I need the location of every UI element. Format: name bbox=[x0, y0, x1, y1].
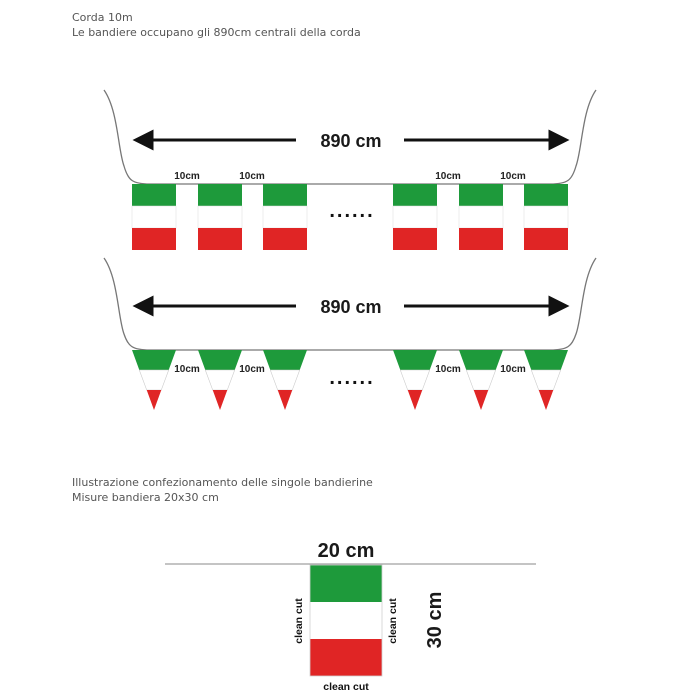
gap-label: 10cm bbox=[435, 364, 461, 375]
ellipsis-rectangular: ...... bbox=[329, 200, 375, 222]
clean-cut-bottom: clean cut bbox=[323, 681, 369, 693]
rectangular-flag bbox=[132, 184, 176, 250]
gap-label: 10cm bbox=[500, 364, 526, 375]
packaging-note-size: Misure bandiera 20x30 cm bbox=[72, 491, 219, 504]
gap-label: 10cm bbox=[500, 171, 526, 182]
rectangular-flag bbox=[524, 184, 568, 250]
triangular-flag-row bbox=[104, 258, 596, 410]
pennant-flag bbox=[263, 350, 307, 410]
span-label-triangular: 890 cm bbox=[320, 297, 382, 317]
gap-label: 10cm bbox=[435, 171, 461, 182]
flag-width-label: 20 cm bbox=[317, 540, 375, 562]
clean-cut-right: clean cut bbox=[387, 598, 399, 644]
pennant-flag bbox=[198, 350, 242, 410]
pennant-flag bbox=[132, 350, 176, 410]
pennant-flag bbox=[524, 350, 568, 410]
single-flag-illustration bbox=[165, 540, 536, 693]
rectangular-flag bbox=[263, 184, 307, 250]
gap-label: 10cm bbox=[174, 364, 200, 375]
packaging-note-title: Illustrazione confezionamento delle singole bandierine bbox=[72, 476, 373, 489]
gap-label: 10cm bbox=[174, 171, 200, 182]
gap-label: 10cm bbox=[239, 171, 265, 182]
rectangular-flag-row bbox=[104, 90, 596, 250]
pennant-flag bbox=[393, 350, 437, 410]
flag-height-label: 30 cm bbox=[424, 591, 446, 649]
clean-cut-left: clean cut bbox=[293, 598, 305, 644]
pennant-flag bbox=[459, 350, 503, 410]
span-label-rectangular: 890 cm bbox=[320, 131, 382, 151]
rectangular-flag bbox=[393, 184, 437, 250]
single-flag bbox=[310, 565, 382, 676]
rectangular-flag bbox=[459, 184, 503, 250]
rectangular-flag bbox=[198, 184, 242, 250]
header-flag-span-note: Le bandiere occupano gli 890cm centrali della corda bbox=[72, 26, 361, 39]
gap-label: 10cm bbox=[239, 364, 265, 375]
header-rope-length: Corda 10m bbox=[72, 11, 133, 24]
ellipsis-triangular: ...... bbox=[329, 367, 375, 389]
